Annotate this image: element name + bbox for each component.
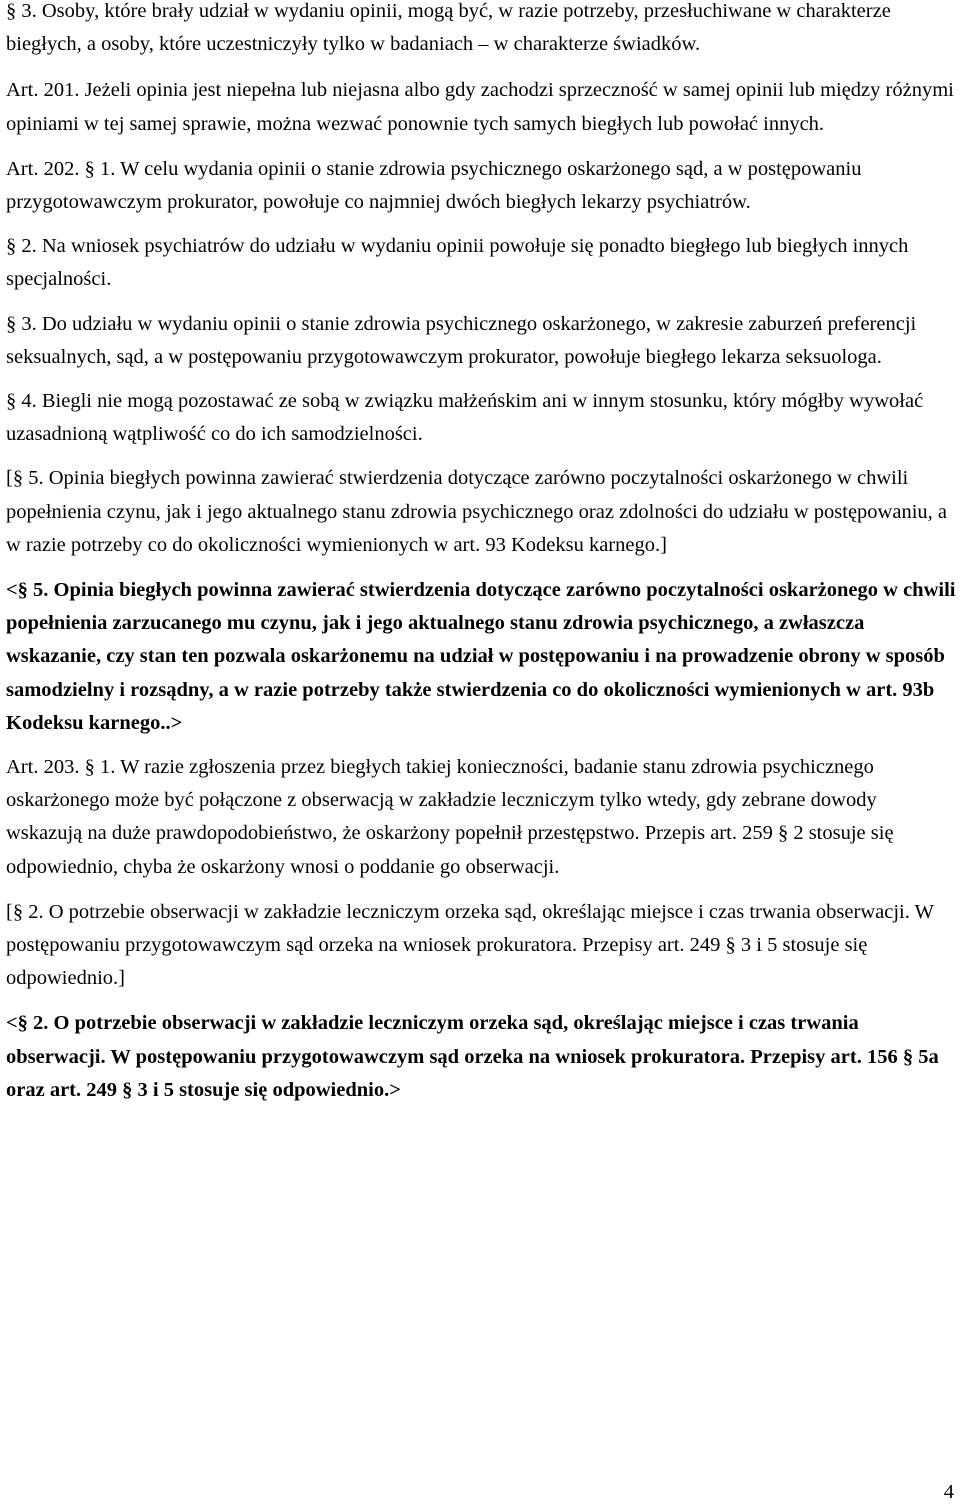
paragraph-art-202-par-1: Art. 202. § 1. W celu wydania opinii o stanie zdrowia psychicznego oskarżonego sąd, a w postępowaniu przygotowawczym prokurator, powołuje co najmniej dwóch biegłych lekarzy psychiatrów.: [6, 157, 862, 214]
paragraph-art-202-par-4: § 4. Biegli nie mogą pozostawać ze sobą w związku małżeńskim ani w innym stosunku, który mógłby wywołać uzasadnioną wątpliwość co do ich samodzielności.: [6, 390, 924, 446]
paragraph-art-202-par-5-new: <§ 5. Opinia biegłych powinna zawierać stwierdzenia dotyczące zarówno poczytalności oskarżonego w chwili popełnienia zarzucanego mu czynu, jak i jego aktualnego stanu zdrowia psychicznego, a zwłaszcza wskazanie, czy stan ten pozwala oskarżonemu na udział w postępowaniu i na prowadzenie obrony w sposób samodzielny i rozsądny, a w razie potrzeby także stwierdzenia co do okoliczności wymienionych w art. 93b Kodeksu karnego..>: [6, 579, 956, 734]
paragraph-art-203-par-2-old: [§ 2. O potrzebie obserwacji w zakładzie leczniczym orzeka sąd, określając miejsce i czas trwania obserwacji. W postępowaniu przygotowawczym sąd orzeka na wniosek prokuratora. Przepisy art. 249 § 3 i 5 stosuje się odpowiednio.]: [6, 900, 934, 990]
paragraph-art-203-par-1: Art. 203. § 1. W razie zgłoszenia przez biegłych takiej konieczności, badanie stanu zdrowia psychicznego oskarżonego może być połączone z obserwacją w zakładzie leczniczym tylko wtedy, gdy zebrane dowody wskazują na duże prawdopodobieństwo, że oskarżony popełnił przestępstwo. Przepis art. 259 § 2 stosuje się odpowiednio, chyba że oskarżony wnosi o poddanie go obserwacji.: [6, 756, 894, 878]
paragraph-art-201: Art. 201. Jeżeli opinia jest niepełna lub niejasna albo gdy zachodzi sprzeczność w samej opinii lub między różnymi opiniami w tej samej sprawie, można wezwać ponownie tych samych biegłych lub powołać innych.: [6, 79, 954, 135]
page-number: 4: [943, 1481, 954, 1503]
document-page: [6, 0, 956, 1107]
paragraph-art-203-par-2-new: <§ 2. O potrzebie obserwacji w zakładzie leczniczym orzeka sąd, określając miejsce i czas trwania obserwacji. W postępowaniu przygotowawczym sąd orzeka na wniosek prokuratora. Przepisy art. 156 § 5a oraz art. 249 § 3 i 5 stosuje się odpowiednio.>: [6, 1012, 939, 1101]
paragraph-art-202-par-3: § 3. Do udziału w wydaniu opinii o stanie zdrowia psychicznego oskarżonego, w zakresie zaburzeń preferencji seksualnych, sąd, a w postępowaniu przygotowawczym prokurator, powołuje biegłego lekarza seksuologa.: [6, 312, 917, 368]
paragraph-art-202-par-2: § 2. Na wniosek psychiatrów do udziału w wydaniu opinii powołuje się ponadto biegłego lub biegłych innych specjalności.: [6, 235, 909, 291]
paragraph-art-202-par-5-old: [§ 5. Opinia biegłych powinna zawierać stwierdzenia dotyczące zarówno poczytalności oskarżonego w chwili popełnienia czynu, jak i jego aktualnego stanu zdrowia psychicznego oraz zdolności do udziału w postępowaniu, a w razie potrzeby co do okoliczności wymienionych w art. 93 Kodeksu karnego.]: [6, 467, 947, 556]
paragraph-art-200-par-3: § 3. Osoby, które brały udział w wydaniu opinii, mogą być, w razie potrzeby, przesłuchiwane w charakterze biegłych, a osoby, które uczestniczyły tylko w badaniach – w charakterze świadków.: [6, 0, 891, 56]
